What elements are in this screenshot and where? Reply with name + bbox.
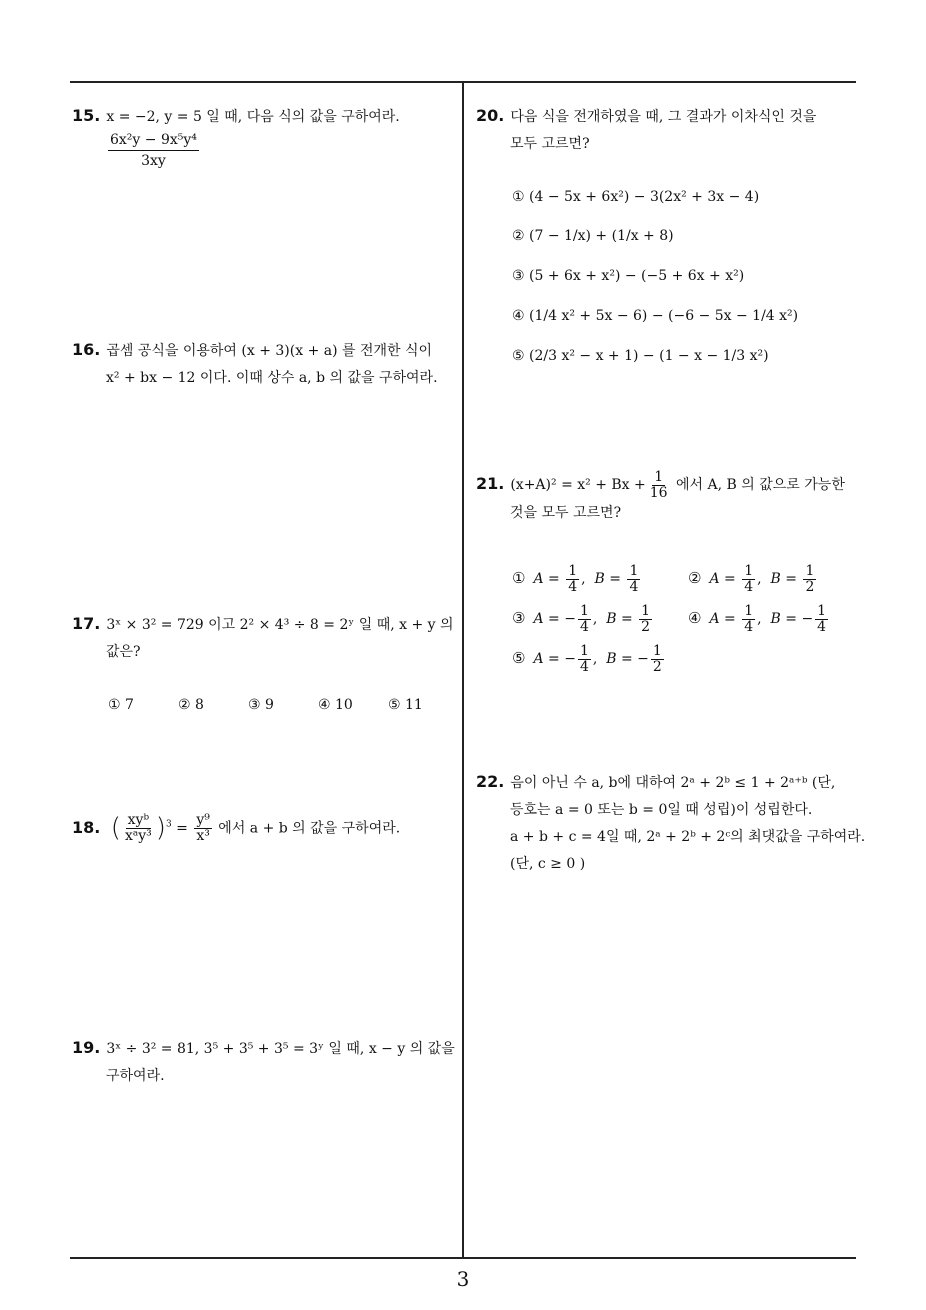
option-mark: ③ [512, 609, 526, 627]
question-number: 22. [476, 772, 505, 791]
q21-option-1[interactable]: ① A = $\frac{1}{4}$ , B = $\frac{1}{4}$ [512, 562, 639, 595]
question-number: 15. [72, 106, 101, 125]
option-mark: ⑤ [512, 649, 526, 667]
question-text-line2: 등호는 a = 0 또는 b = 0일 때 성립)이 성립한다. [510, 802, 813, 818]
q17-option-5[interactable]: ⑤ 11 [388, 697, 423, 713]
b-denominator: 4 [629, 578, 639, 595]
a-denominator: 4 [744, 578, 754, 595]
question-15 [72, 102, 400, 170]
expression-fraction [108, 131, 199, 170]
question-text-line1: 3ˣ × 3² = 729 이고 2² × 4³ ÷ 8 = 2ʸ 일 때, x + y 의 [106, 617, 454, 633]
question-text-line1: 다음 식을 전개하였을 때, 그 결과가 이차식인 것을 [510, 109, 817, 125]
question-number: 19. [72, 1038, 101, 1057]
rhs-numerator: y⁹ [196, 812, 210, 828]
q17-option-2[interactable]: ② 8 [178, 697, 204, 713]
question-19 [72, 1034, 455, 1090]
a-numerator: 1 [579, 642, 589, 659]
question-17 [72, 610, 454, 666]
q17-option-3[interactable]: ③ 9 [248, 697, 274, 713]
b-numerator: 1 [629, 562, 639, 579]
q20-option-2[interactable]: ② (7 − 1/x) + (1/x + 8) [512, 228, 674, 244]
q21-option-4[interactable]: ④ A = $\frac{1}{4}$ , B = − $\frac{1}{4}$ [688, 602, 827, 635]
question-18 [72, 814, 400, 843]
lhs-denominator: xᵃy³ [124, 828, 152, 844]
b-denominator: 2 [805, 578, 815, 595]
a-numerator: 1 [579, 602, 589, 619]
a-sign: − [564, 651, 576, 667]
option-mark: ① [512, 569, 526, 587]
question-number: 18. [72, 818, 101, 837]
question-16 [72, 336, 438, 392]
a-denominator: 4 [568, 578, 578, 595]
lhs-fraction [123, 814, 154, 843]
a-sign: − [564, 611, 576, 627]
question-text-line2: x² + bx − 12 이다. 이때 상수 a, b 의 값을 구하여라. [106, 370, 438, 386]
b-sign: − [801, 611, 814, 627]
bottom-rule [70, 1257, 856, 1259]
question-22 [476, 768, 865, 878]
b-numerator: 1 [641, 602, 651, 619]
lhs-exponent: 3 [165, 819, 172, 830]
fraction-numerator: 6x²y − 9x⁵y⁴ [108, 131, 199, 151]
q17-option-1[interactable]: ① 7 [108, 697, 134, 713]
rhs-denominator: x³ [196, 828, 210, 844]
b-sign: − [637, 651, 649, 667]
b-denominator: 4 [817, 618, 827, 635]
b-denominator: 2 [641, 618, 651, 635]
fraction-denominator: 3xy [141, 153, 166, 169]
b-numerator: 1 [652, 642, 662, 659]
right-paren: ) [155, 813, 166, 843]
a-denominator: 4 [579, 618, 589, 635]
a-numerator: 1 [744, 562, 754, 579]
q21-option-3[interactable]: ③ A = − $\frac{1}{4}$ , B = $\frac{1}{2}$ [512, 602, 651, 635]
option-mark: ④ [688, 609, 702, 627]
fraction-denominator: 16 [649, 484, 668, 501]
page-number: 3 [456, 1267, 470, 1291]
q21-option-2[interactable]: ② A = $\frac{1}{4}$ , B = $\frac{1}{2}$ [688, 562, 815, 595]
b-denominator: 2 [652, 658, 662, 675]
equation-left: (x+A)² = x² + Bx + [510, 477, 646, 493]
b-numerator: 1 [805, 562, 815, 579]
a-denominator: 4 [579, 658, 589, 675]
question-21 [476, 470, 845, 527]
question-20 [476, 102, 816, 158]
column-divider [462, 81, 464, 1258]
question-number: 21. [476, 474, 505, 493]
q17-option-4[interactable]: ④ 10 [318, 697, 353, 713]
question-text-line2: 구하여라. [106, 1068, 165, 1084]
question-text: 에서 a + b 의 값을 구하여라. [218, 820, 401, 837]
question-text-line3: a + b + c = 4일 때, 2ᵃ + 2ᵇ + 2ᶜ의 최댓값을 구하여라. [510, 829, 866, 845]
a-denominator: 4 [744, 618, 754, 635]
question-text-line2: 것을 모두 고르면? [510, 504, 622, 521]
question-number: 16. [72, 340, 101, 359]
q20-option-3[interactable]: ③ (5 + 6x + x²) − (−5 + 6x + x²) [512, 268, 745, 284]
option-mark: ② [688, 569, 702, 587]
q20-option-5[interactable]: ⑤ (2/3 x² − x + 1) − (1 − x − 1/3 x²) [512, 348, 769, 364]
question-text-line1: 에서 A, B 의 값으로 가능한 [676, 477, 845, 493]
question-number: 17. [72, 614, 101, 633]
q20-option-4[interactable]: ④ (1/4 x² + 5x − 6) − (−6 − 5x − 1/4 x²) [512, 308, 799, 324]
question-text: x = −2, y = 5 일 때, 다음 식의 값을 구하여라. [106, 109, 400, 125]
equation-fraction [648, 468, 670, 501]
rhs-fraction [194, 814, 212, 843]
question-number: 20. [476, 106, 505, 125]
question-text-line1: 3ˣ ÷ 3² = 81, 3⁵ + 3⁵ + 3⁵ = 3ʸ 일 때, x − y 의 값을 [106, 1041, 455, 1057]
lhs-numerator: xyᵇ [127, 812, 150, 828]
q20-option-1[interactable]: ① (4 − 5x + 6x²) − 3(2x² + 3x − 4) [512, 189, 760, 205]
a-numerator: 1 [744, 602, 754, 619]
q21-option-5[interactable]: ⑤ A = − $\frac{1}{4}$ , B = − $\frac{1}{2}$ [512, 642, 662, 675]
left-paren: ( [110, 813, 121, 843]
equals-sign: = [176, 820, 188, 837]
question-text-line2: 모두 고르면? [510, 136, 590, 152]
b-numerator: 1 [817, 602, 827, 619]
fraction-numerator: 1 [654, 468, 664, 485]
question-text-line2: 값은? [106, 644, 141, 660]
question-text-line1: 음이 아닌 수 a, b에 대하여 2ᵃ + 2ᵇ ≤ 1 + 2ᵃ⁺ᵇ (단, [510, 775, 836, 791]
question-text-line4: (단, c ≥ 0 ) [510, 856, 586, 872]
a-numerator: 1 [568, 562, 578, 579]
question-text-line1: 곱셈 공식을 이용하여 (x + 3)(x + a) 를 전개한 식이 [106, 343, 433, 359]
